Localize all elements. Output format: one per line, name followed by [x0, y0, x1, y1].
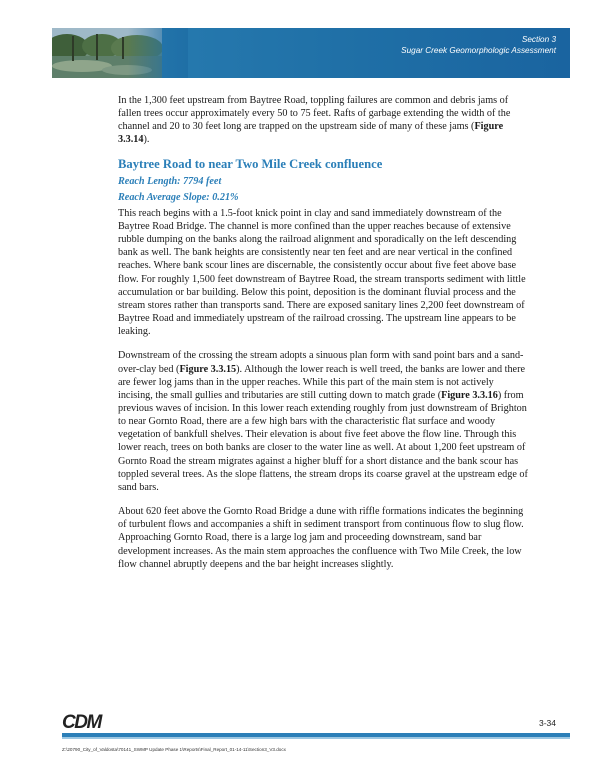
page-number: 3-34 — [538, 718, 556, 728]
intro-text: In the 1,300 feet upstream from Baytree Road, toppling failures are common and debris jams of fallen trees occur approximately every 50 to 75 feet. Rafts of garbage extending the width of the channel and 20 to 30 feet long are trapped on the upstream side of many of these jams ( — [118, 95, 511, 133]
intro-paragraph — [118, 94, 530, 147]
reach-slope: Reach Average Slope: 0.21% — [118, 191, 239, 203]
paragraph-3: About 620 feet above the Gornto Road Bridge a dune with riffle formations indicates the beginning of turbulent flows and accompanies a shift in sediment transport from continuous flow to slug flow. Approaching Gornto Road, there is a large log jam and proceeding downstream, sand bar development increases. As the main stem approaches the confluence with Two Mile Creek, the low flow channel abruptly deepens and the bar height increases slightly. — [118, 506, 524, 570]
paragraph-2-part3: ) from previous waves of incision. In this lower reach extending roughly from just downstream of Brighton to near Gornto Road, there are a few high bars with the characteristic flat surface and woody vegetation of bankfull shelves. Their elevation is about five feet above the flow line. Through this lower reach, trees on both banks are closer to the water line as well. At about 1,200 feet upstream of Gornto Road the stream migrates against a higher bluff for a short distance and the bank scour has toppled several trees. As the slope flattens, the stream drops its coarse gravel at the upstream edge of sand bars. — [118, 389, 528, 493]
paragraph-2 — [118, 349, 530, 494]
paragraph-2-part2: ). Although the lower reach is well treed, the banks are lower and there are fewer log jams than in the upper reaches. While this part of the main stem is not actively incising, the small gullies and tributaries are still cutting down to match grade ( — [118, 363, 525, 401]
cdm-logo: CDM — [62, 712, 101, 733]
main-content — [118, 94, 530, 582]
intro-text-after: ). — [143, 134, 150, 146]
file-path: Z:\20790_City_of_Valdosta\70141_SWMP Update Phase 1\Reports\Final_Report_01-14-11\Section3_V3.docx — [62, 747, 286, 752]
header-text — [401, 34, 556, 56]
paragraph-2-part1: Downstream of the crossing the stream adopts a sinuous plan form with sand point bars and a sand-over-clay bed ( — [118, 350, 524, 375]
section-heading: Baytree Road to near Two Mile Creek confluence — [118, 156, 383, 171]
figure-ref: Figure 3.3.14 — [118, 121, 504, 146]
paragraph-1: This reach begins with a 1.5-foot knick point in clay and sand immediately downstream of the Baytree Road Bridge. The channel is more confined than the upper reaches because of extensive rubble dumping on the banks along the railroad alignment and sporadically on the left descending bank as well. The bank heights are consistently near ten feet and are near vertical in the confined reaches. Where bank scour lines are discernable, the consistently occur about five feet above base flow. For roughly 1,500 feet downstream of Baytree Road, the stream transports sediment with little accumulation or bar building. Below this point, deposition is the dominant fluvial process and the stream stores rather than transports sand. There are exposed sanitary lines 2,200 feet downstream of Baytree Road and immediately upstream of the railroad crossing. The upstream line appears to be leaking. — [118, 207, 526, 338]
document-title: Sugar Creek Geomorphologic Assessment — [401, 46, 556, 55]
footer-rule-light — [62, 737, 570, 739]
section-label: Section 3 — [521, 35, 556, 44]
figure-ref: Figure 3.3.15 — [179, 363, 237, 375]
reach-length: Reach Length: 7794 feet — [118, 175, 222, 187]
figure-ref: Figure 3.3.16 — [441, 389, 498, 401]
header-fade — [128, 28, 188, 78]
